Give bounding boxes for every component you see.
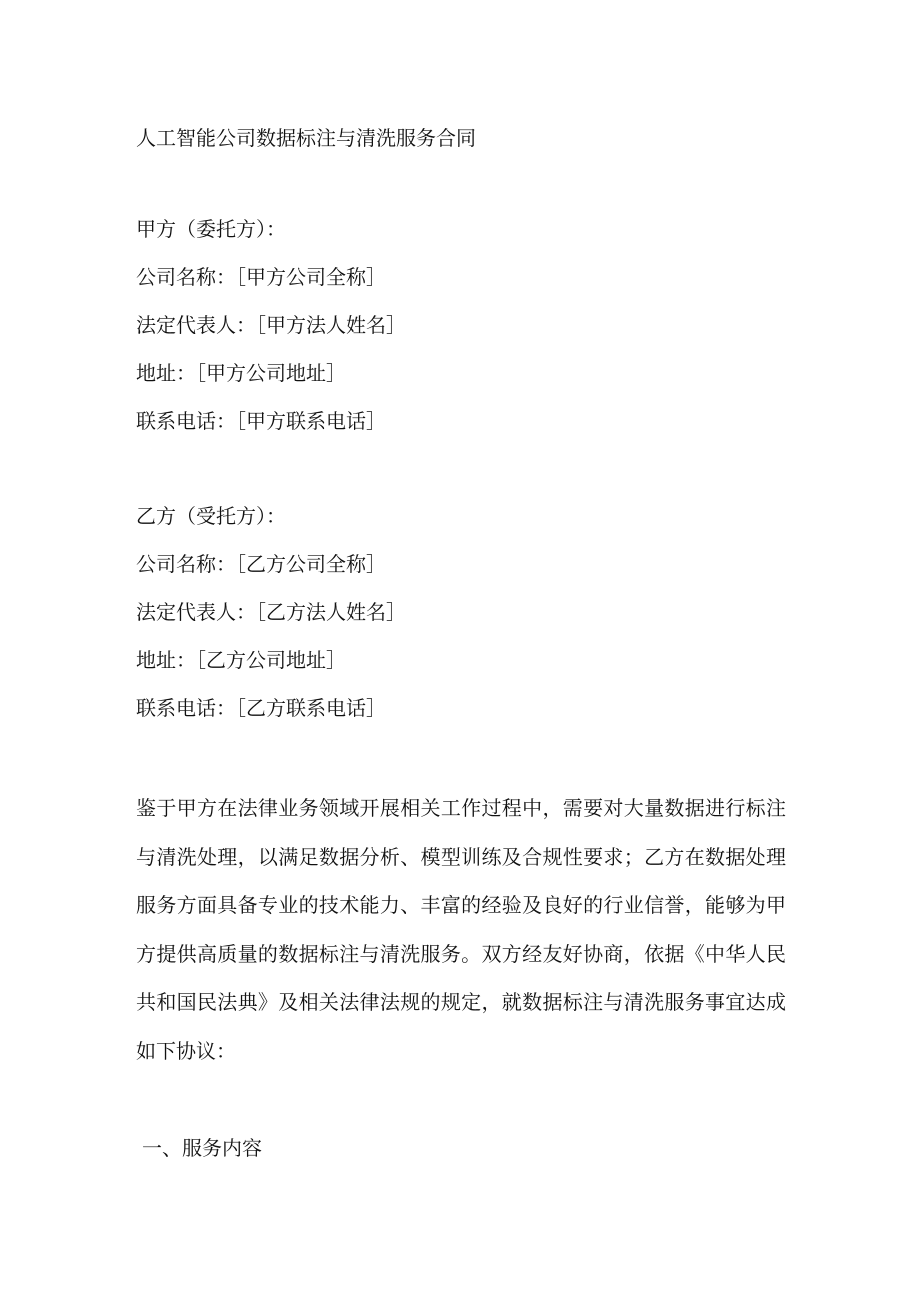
- party-b-phone: 联系电话：［乙方联系电话］: [136, 696, 386, 720]
- party-a-phone: 联系电话：［甲方联系电话］: [136, 409, 386, 433]
- party-a-legal-representative: 法定代表人：［甲方法人姓名］: [136, 313, 406, 337]
- party-b-block: [136, 492, 406, 732]
- party-a-block: [136, 205, 406, 445]
- party-b-heading: 乙方（受托方）：: [136, 504, 286, 528]
- section-heading-service-content: 一、服务内容: [142, 1136, 262, 1160]
- party-a-company-name: 公司名称：［甲方公司全称］: [136, 265, 386, 289]
- document-title: 人工智能公司数据标注与清洗服务合同: [136, 126, 476, 150]
- party-a-heading: 甲方（委托方）：: [136, 217, 286, 241]
- preamble-paragraph: 鉴于甲方在法律业务领域开展相关工作过程中，需要对大量数据进行标注与清洗处理，以满足数据分析、模型训练及合规性要求；乙方在数据处理服务方面具备专业的技术能力、丰富的经验及良好的行业信誉，能够为甲方提供高质量的数据标注与清洗服务。双方经友好协商，依据《中华人民共和国民法典》及相关法律法规的规定，就数据标注与清洗服务事宜达成如下协议：: [136, 796, 786, 1063]
- party-b-legal-representative: 法定代表人：［乙方法人姓名］: [136, 600, 406, 624]
- party-b-company-name: 公司名称：［乙方公司全称］: [136, 552, 386, 576]
- party-a-address: 地址：［甲方公司地址］: [136, 361, 346, 385]
- party-b-address: 地址：［乙方公司地址］: [136, 648, 346, 672]
